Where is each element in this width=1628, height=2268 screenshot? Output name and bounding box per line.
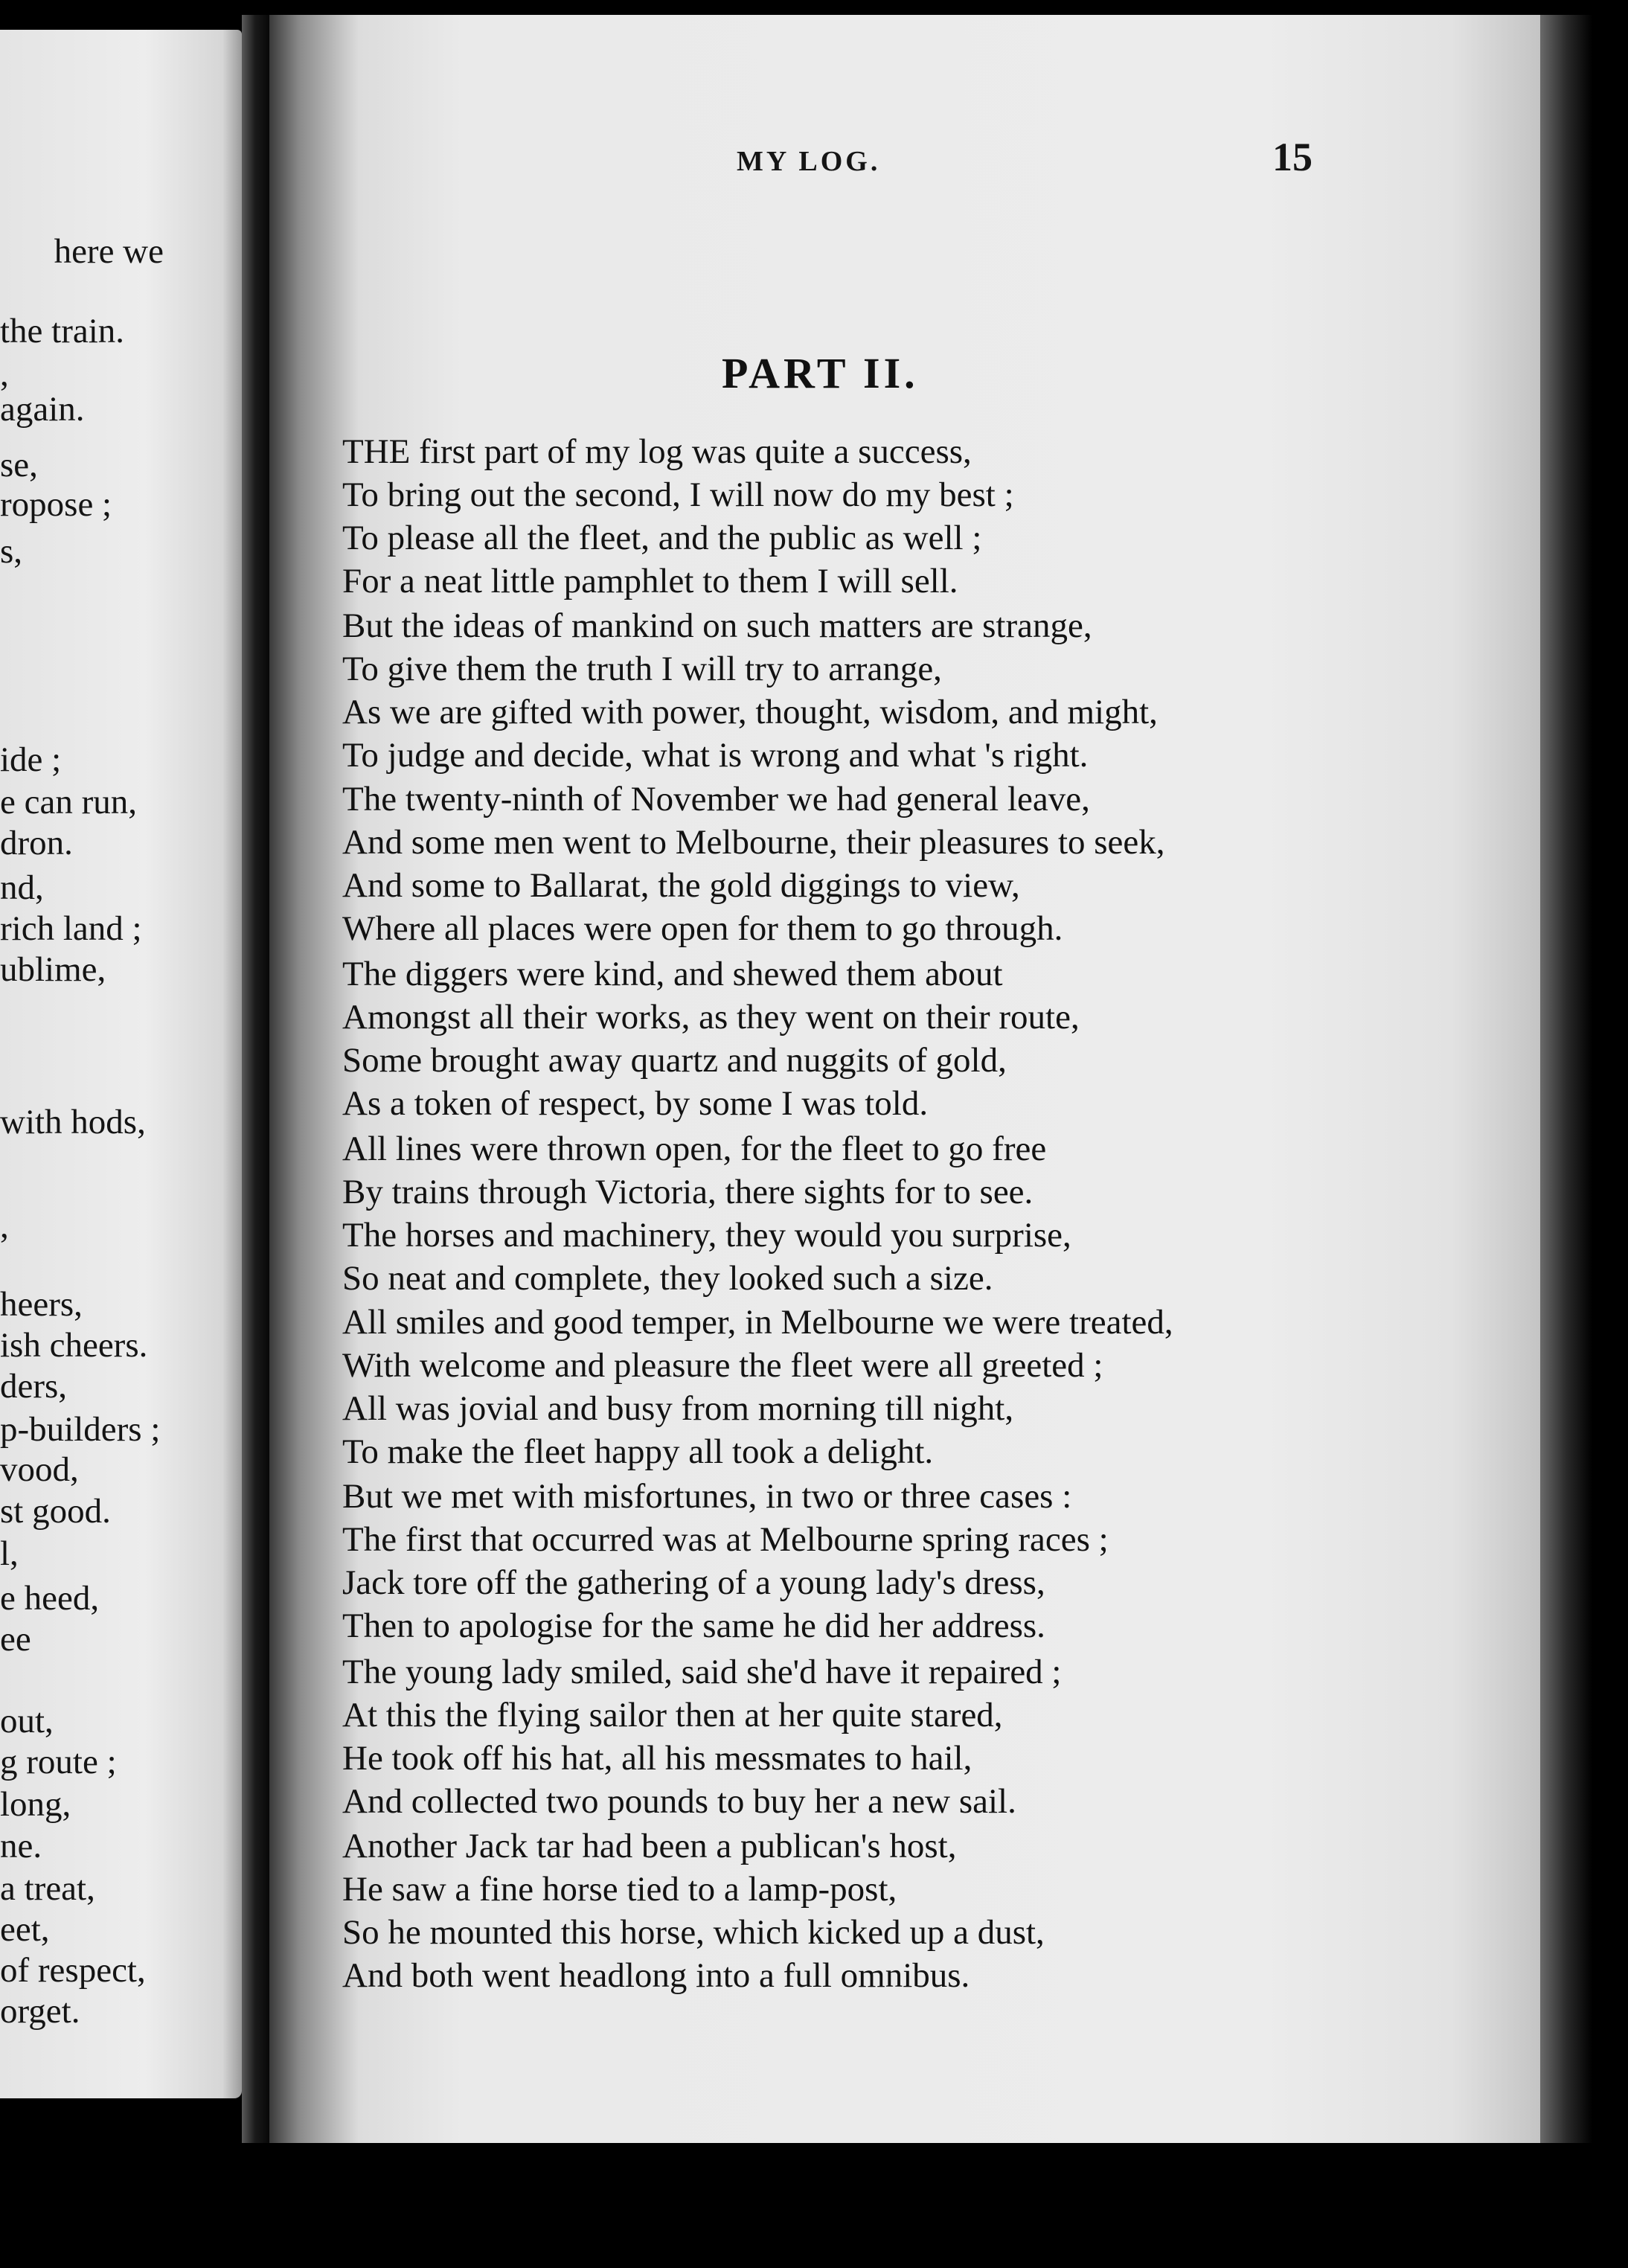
stanza (342, 1650, 1061, 1823)
left-page-line: ee (0, 1620, 31, 1659)
left-page-line: again. (0, 390, 85, 429)
verse-line: The first that occurred was at Melbourne spring races ; (342, 1520, 1109, 1559)
stanza (342, 604, 1158, 777)
verse-line: The diggers were kind, and shewed them about (342, 955, 1003, 993)
stanza (342, 1127, 1071, 1300)
left-page-line: ropose ; (0, 485, 112, 524)
left-page-line: st good. (0, 1492, 111, 1531)
verse-line-text: first part of my log was quite a success, (419, 432, 972, 471)
verse-line: Amongst all their works, as they went on their route, (342, 998, 1080, 1037)
verse-line: Another Jack tar had been a publican's host, (342, 1827, 957, 1865)
verse-line: But the ideas of mankind on such matters are strange, (342, 606, 1092, 645)
left-page-line: s, (0, 532, 23, 571)
verse-line: Then to apologise for the same he did her address. (342, 1606, 1045, 1645)
stanza (342, 952, 1080, 1125)
left-page-line: nd, (0, 868, 44, 907)
verse-line: The twenty-ninth of November we had general leave, (342, 780, 1090, 819)
previous-page-fragment (0, 30, 242, 2098)
verse-line (342, 430, 1014, 473)
left-page-line: g route ; (0, 1743, 117, 1781)
left-page-line: rich land ; (0, 909, 142, 948)
verse-line: To bring out the second, I will now do my best ; (342, 475, 1014, 514)
stanza (342, 1301, 1173, 1473)
verse-line: He took off his hat, all his messmates to hail, (342, 1739, 972, 1778)
left-page-line: se, (0, 446, 38, 484)
left-page-line: of respect, (0, 1951, 146, 1990)
stanza (342, 430, 1014, 603)
left-page-line: ish cheers. (0, 1326, 148, 1365)
verse-line: And some to Ballarat, the gold diggings to view, (342, 866, 1020, 905)
verse-line: To judge and decide, what is wrong and what 's right. (342, 736, 1089, 775)
section-title: PART II. (722, 349, 919, 397)
stanza (342, 778, 1165, 950)
verse-line: As a token of respect, by some I was told. (342, 1084, 929, 1123)
left-page-line: a treat, (0, 1869, 95, 1908)
left-page-line: dron. (0, 824, 73, 862)
stanza (342, 1825, 1045, 1997)
verse-line: As we are gifted with power, thought, wisdom, and might, (342, 693, 1158, 731)
verse-line: To give them the truth I will try to arrange, (342, 650, 942, 688)
left-page-line: eet, (0, 1910, 50, 1949)
verse-line: By trains through Victoria, there sights for to see. (342, 1173, 1033, 1211)
left-page-line: vood, (0, 1450, 79, 1489)
left-page-line: long, (0, 1785, 71, 1824)
left-page-line: out, (0, 1702, 54, 1740)
left-page-line: ublime, (0, 950, 106, 989)
left-page-line: ders, (0, 1367, 68, 1406)
left-page-line: e heed, (0, 1579, 100, 1618)
verse-line: For a neat little pamphlet to them I will sell. (342, 562, 958, 600)
left-page-line: the train. (0, 312, 125, 350)
page-number: 15 (1272, 135, 1313, 179)
verse-line: He saw a fine horse tied to a lamp-post, (342, 1870, 897, 1909)
left-page-line: ne. (0, 1827, 42, 1865)
left-page-line: orget. (0, 1992, 80, 2031)
left-page-line: , (0, 1207, 9, 1246)
verse-line: To please all the fleet, and the public as well ; (342, 519, 982, 557)
left-page-line: p-builders ; (0, 1410, 161, 1449)
verse-line: And both went headlong into a full omnibus. (342, 1956, 970, 1995)
verse-line: And some men went to Melbourne, their pleasures to seek, (342, 823, 1165, 862)
stanza (342, 1475, 1109, 1647)
verse-line: To make the fleet happy all took a delight. (342, 1432, 934, 1471)
verse-line: The horses and machinery, they would you surprise, (342, 1216, 1071, 1255)
verse-line: With welcome and pleasure the fleet were all greeted ; (342, 1346, 1103, 1385)
running-head: MY LOG. (737, 146, 881, 177)
left-page-line: here we (54, 232, 164, 271)
verse-line: At this the flying sailor then at her quite stared, (342, 1696, 1003, 1734)
verse-line: All smiles and good temper, in Melbourne we were treated, (342, 1303, 1173, 1342)
left-page-line: heers, (0, 1285, 83, 1324)
verse-line: Some brought away quartz and nuggits of gold, (342, 1041, 1007, 1080)
left-page-line: e can run, (0, 783, 137, 821)
verse-line: All lines were thrown open, for the fleet to go free (342, 1130, 1047, 1168)
page-edge-shadow (1540, 15, 1592, 2143)
verse-line: So neat and complete, they looked such a size. (342, 1259, 993, 1298)
verse-line: Where all places were open for them to go through. (342, 909, 1063, 948)
left-page-line: ide ; (0, 740, 62, 779)
verse-line: And collected two pounds to buy her a new sail. (342, 1782, 1016, 1821)
verse-line: Jack tore off the gathering of a young lady's dress, (342, 1563, 1045, 1602)
verse-line: But we met with misfortunes, in two or three cases : (342, 1477, 1072, 1516)
left-page-line: , (0, 355, 9, 394)
verse-line: All was jovial and busy from morning till night, (342, 1389, 1014, 1428)
first-word: THE (342, 432, 411, 471)
left-page-line: with hods, (0, 1103, 146, 1141)
verse-line: So he mounted this horse, which kicked up a dust, (342, 1913, 1045, 1952)
left-page-line: l, (0, 1534, 19, 1573)
verse-line: The young lady smiled, said she'd have it repaired ; (342, 1653, 1062, 1691)
